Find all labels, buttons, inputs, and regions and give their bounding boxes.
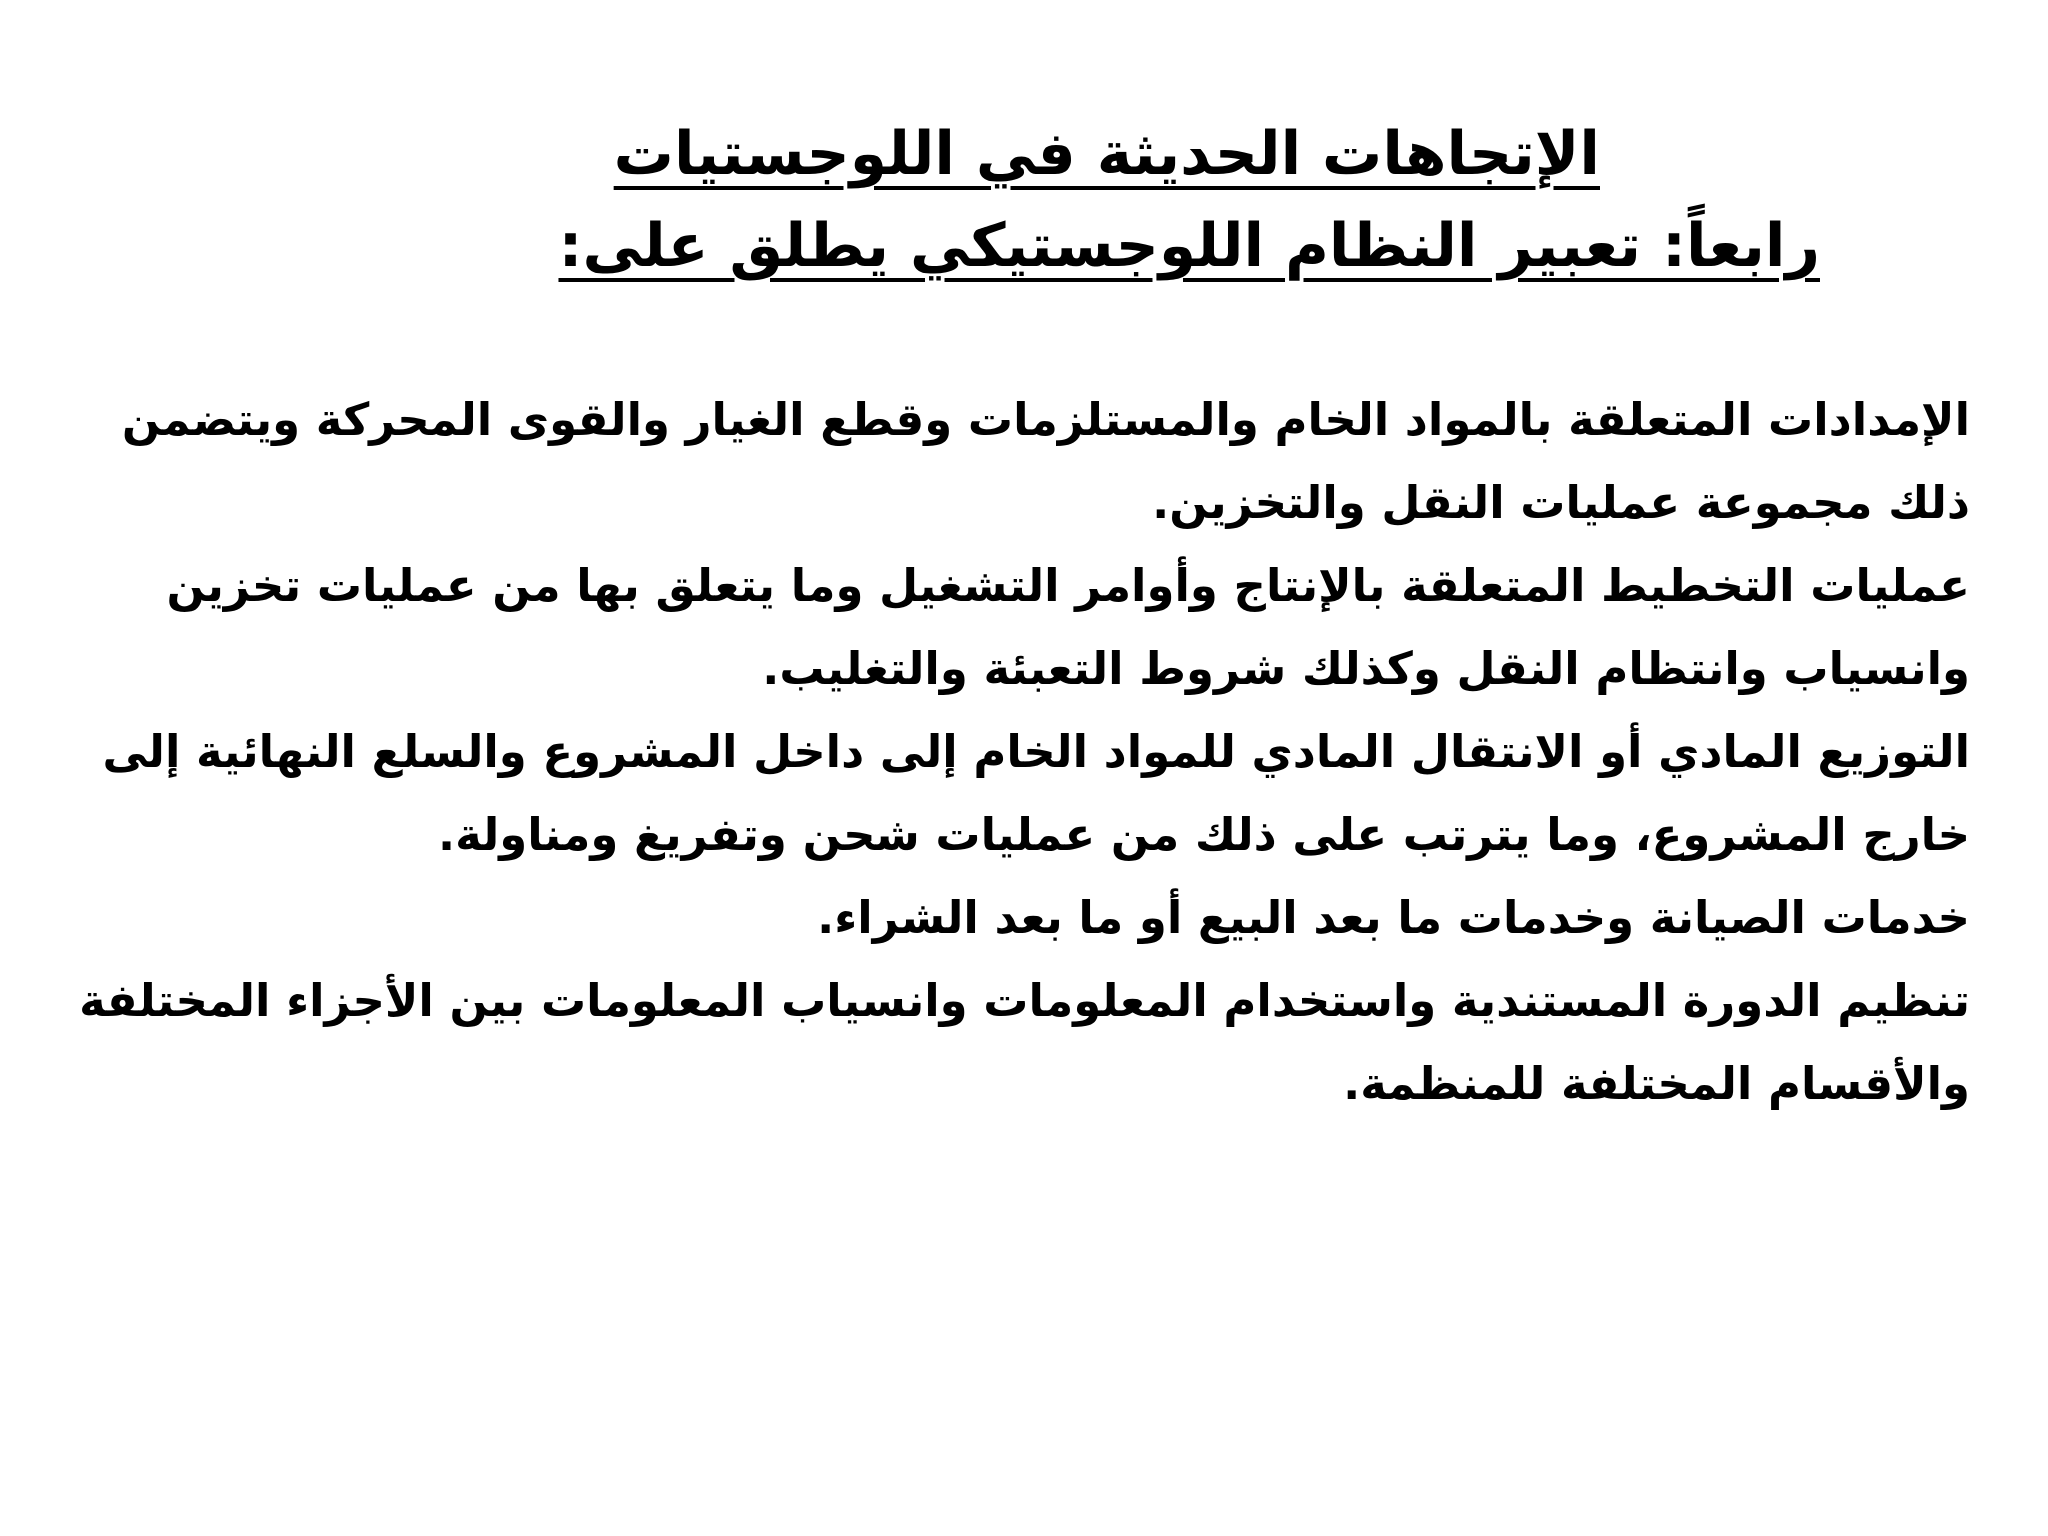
paragraph-supplies: الإمدادات المتعلقة بالمواد الخام والمستلزمات وقطع الغيار والقوى المحركة ويتضمن ذلك مجموعة عمليات النقل والتخزين.	[121, 393, 1970, 529]
paragraph-planning: عمليات التخطيط المتعلقة بالإنتاج وأوامر التشغيل وما يتعلق بها من عمليات تخزين وانسياب وانتظام النقل وكذلك شروط التعبئة والتغليب.	[166, 559, 1970, 695]
paragraph-maintenance: خدمات الصيانة وخدمات ما بعد البيع أو ما بعد الشراء.	[817, 891, 1970, 944]
slide-title-line	[520, 108, 1820, 200]
slide-title: الإتجاهات الحديثة في اللوجستيات	[613, 119, 1600, 189]
body-text	[60, 378, 1970, 1125]
slide-subtitle: رابعاً: تعبير النظام اللوجستيكي يطلق على:	[558, 211, 1820, 281]
paragraph-distribution: التوزيع المادي أو الانتقال المادي للمواد الخام إلى داخل المشروع والسلع النهائية إلى خارج المشروع، وما يترتب على ذلك من عمليات شحن وتفريغ ومناولة.	[102, 725, 1970, 861]
slide-subtitle-line	[520, 200, 1820, 292]
title-block	[520, 108, 1820, 292]
paragraph-documentation: تنظيم الدورة المستندية واستخدام المعلومات وانسياب المعلومات بين الأجزاء المختلفة والأقسام المختلفة للمنظمة.	[79, 974, 1970, 1110]
